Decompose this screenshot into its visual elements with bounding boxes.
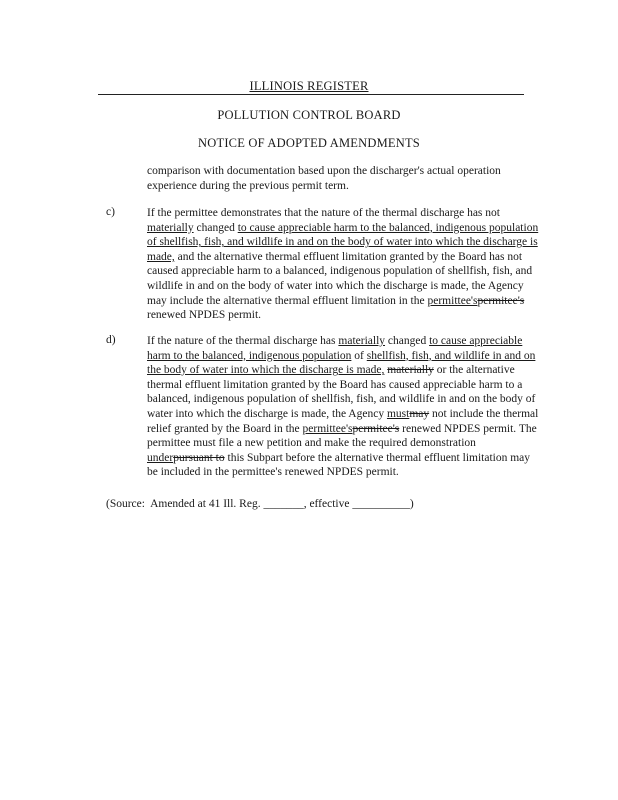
insertion: to cause appreciable harm to the balanced, indigenous population of shellfish, fish, and wildlife in and on the body of water into which the discharge is made,	[147, 221, 539, 263]
insertion: permittee's	[427, 294, 478, 307]
deletion: materially	[387, 364, 434, 377]
intro-paragraph: comparison with documentation based upon the discharger's actual operation experience during the previous permit term.	[147, 165, 501, 192]
text: If the permittee demonstrates that the nature of the thermal discharge has not	[147, 207, 500, 219]
text: renewed NPDES permit.	[147, 309, 262, 322]
text: or the alternative thermal effluent limitation granted by the Board has caused appreciable harm to a balanced, indigenous population of shellfish, fish, and wildlife in and on the body of water into which the discharge is made, the Agency	[147, 364, 536, 420]
deletion: may	[409, 407, 430, 420]
deletion: pursuant to	[173, 451, 225, 464]
insertion: materially	[338, 335, 386, 347]
source-note: (Source: Amended at 41 Ill. Reg. _______, effective __________)	[106, 498, 414, 510]
text: changed	[385, 335, 430, 347]
deletion: permitee's	[352, 422, 400, 435]
header-divider	[98, 94, 524, 95]
board-title: POLLUTION CONTROL BOARD	[217, 108, 401, 122]
insertion: materially	[147, 221, 194, 234]
insertion: must	[386, 407, 410, 420]
insertion: under	[147, 451, 174, 464]
register-title	[0, 79, 618, 94]
section-c-label: c)	[106, 206, 115, 218]
text: and the alternative thermal effluent limitation granted by the Board has not caused appreciable harm to a balanced, indigenous population of shellfish, fish, and wildlife in and on the body of water into which the discharge is made, the Agency may include the alternative thermal effluent limitation in the	[147, 250, 533, 307]
section-c-paragraph	[147, 206, 542, 323]
text: renewed NPDES permit. The permittee must file a new petition and make the required demonstration	[147, 422, 537, 450]
insertion: shellfish, fish, and wildlife in and on the body of water into which the discharge is made,	[147, 349, 536, 377]
text: not include the thermal relief granted by the Board in the	[147, 407, 539, 435]
insertion: to cause appreciable harm to the balanced, indigenous population	[147, 335, 523, 362]
notice-title: NOTICE OF ADOPTED AMENDMENTS	[198, 136, 420, 150]
deletion: permitee's	[477, 294, 525, 307]
text: changed	[193, 221, 238, 234]
section-d-paragraph	[147, 334, 543, 480]
register-title-text: ILLINOIS REGISTER	[249, 79, 369, 93]
insertion: permittee's	[302, 422, 353, 435]
text: of	[351, 349, 367, 362]
section-d-label: d)	[106, 334, 116, 346]
text: If the nature of the thermal discharge has	[147, 335, 339, 347]
text: this Subpart before the alternative thermal effluent limitation may be included in the permittee's renewed NPDES permit.	[147, 451, 531, 479]
